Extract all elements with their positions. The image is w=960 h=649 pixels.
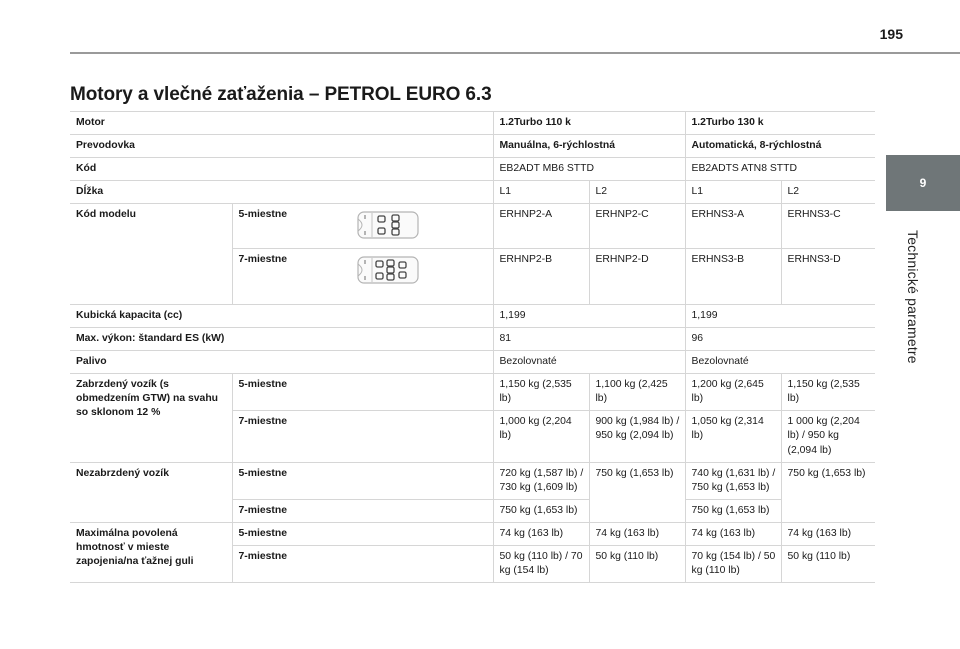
table-cell: ERHNS3-D [781, 249, 875, 305]
table-cell: Bezolovnaté [685, 351, 875, 374]
table-cell: 1 000 kg (2,204 lb) / 950 kg (2,094 lb) [781, 411, 875, 462]
seat-label: 5-miestne [232, 204, 350, 249]
table-cell: 96 [685, 328, 875, 351]
seat-label: 7-miestne [232, 249, 350, 305]
table-cell: ERHNP2-A [493, 204, 589, 249]
table-row-code [70, 158, 875, 181]
table-cell: L1 [493, 181, 589, 204]
table-row-braked-5 [70, 374, 875, 411]
table-cell: EB2ADTS ATN8 STTD [685, 158, 875, 181]
table-cell: 50 kg (110 lb) / 70 kg (154 lb) [493, 545, 589, 582]
table-row-gearbox [70, 135, 875, 158]
table-cell: 74 kg (163 lb) [589, 522, 685, 545]
table-cell: 1,100 kg (2,425 lb) [589, 374, 685, 411]
table-cell: Manuálna, 6-rýchlostná [493, 135, 685, 158]
table-cell: 74 kg (163 lb) [685, 522, 781, 545]
table-cell: ERHNS3-B [685, 249, 781, 305]
table-cell: 1,150 kg (2,535 lb) [781, 374, 875, 411]
row-label: Prevodovka [70, 135, 493, 158]
van-7-seats-icon [350, 249, 493, 305]
table-cell: 50 kg (110 lb) [589, 545, 685, 582]
van-5-seats-icon [350, 204, 493, 249]
header-rule [70, 52, 960, 54]
table-cell: 81 [493, 328, 685, 351]
table-cell: 74 kg (163 lb) [781, 522, 875, 545]
table-cell: ERHNP2-B [493, 249, 589, 305]
table-cell: 720 kg (1,587 lb) / 730 kg (1,609 lb) [493, 462, 589, 499]
chapter-number: 9 [919, 176, 927, 190]
chapter-tab[interactable] [886, 155, 960, 211]
table-row-length [70, 181, 875, 204]
row-label: Zabrzdený vozík (s obmedzením GTW) na svahu so sklonom 12 % [70, 374, 232, 462]
table-row-motor [70, 112, 875, 135]
table-row-unbraked-5 [70, 462, 875, 499]
page-number: 195 [879, 26, 903, 42]
row-label: Motor [70, 112, 493, 135]
table-row-model-5 [70, 204, 875, 249]
table-cell: L2 [589, 181, 685, 204]
row-label: Dĺžka [70, 181, 493, 204]
table-cell: 750 kg (1,653 lb) [493, 499, 589, 522]
table-cell: 1,199 [493, 305, 685, 328]
table-cell: ERHNS3-A [685, 204, 781, 249]
table-cell: 750 kg (1,653 lb) [781, 462, 875, 522]
table-cell: EB2ADT MB6 STTD [493, 158, 685, 181]
seat-label: 5-miestne [232, 374, 493, 411]
row-label: Nezabrzdený vozík [70, 462, 232, 522]
table-cell: 750 kg (1,653 lb) [685, 499, 781, 522]
row-label: Max. výkon: štandard ES (kW) [70, 328, 493, 351]
table-cell: 1,150 kg (2,535 lb) [493, 374, 589, 411]
seat-label: 7-miestne [232, 411, 493, 462]
row-label: Palivo [70, 351, 493, 374]
table-row-capacity [70, 305, 875, 328]
table-cell: 74 kg (163 lb) [493, 522, 589, 545]
table-cell: ERHNP2-C [589, 204, 685, 249]
table-cell: 740 kg (1,631 lb) / 750 kg (1,653 lb) [685, 462, 781, 499]
row-label: Kód [70, 158, 493, 181]
table-cell: L2 [781, 181, 875, 204]
table-cell: 1,050 kg (2,314 lb) [685, 411, 781, 462]
seat-label: 7-miestne [232, 499, 493, 522]
seat-label: 5-miestne [232, 462, 493, 499]
engine-spec-table [70, 111, 875, 583]
table-cell: 1,199 [685, 305, 875, 328]
table-cell: Bezolovnaté [493, 351, 685, 374]
table-row-power [70, 328, 875, 351]
row-label: Kubická kapacita (cc) [70, 305, 493, 328]
table-cell: 50 kg (110 lb) [781, 545, 875, 582]
table-row-hitch-5 [70, 522, 875, 545]
table-cell: 1.2Turbo 110 k [493, 112, 685, 135]
table-cell: Automatická, 8-rýchlostná [685, 135, 875, 158]
chapter-title: Technické parametre [905, 230, 921, 364]
page-title: Motory a vlečné zaťaženia – PETROL EURO 6.3 [70, 84, 492, 105]
table-cell: 750 kg (1,653 lb) [589, 462, 685, 522]
row-label: Maximálna povolená hmotnosť v mieste zapojenia/na ťažnej guli [70, 522, 232, 582]
table-cell: 1.2Turbo 130 k [685, 112, 875, 135]
table-cell: ERHNS3-C [781, 204, 875, 249]
table-cell: ERHNP2-D [589, 249, 685, 305]
table-cell: 900 kg (1,984 lb) / 950 kg (2,094 lb) [589, 411, 685, 462]
seat-label: 5-miestne [232, 522, 493, 545]
table-cell: 1,200 kg (2,645 lb) [685, 374, 781, 411]
table-row-fuel [70, 351, 875, 374]
table-cell: 70 kg (154 lb) / 50 kg (110 lb) [685, 545, 781, 582]
seat-label: 7-miestne [232, 545, 493, 582]
table-cell: L1 [685, 181, 781, 204]
row-label: Kód modelu [70, 204, 232, 305]
table-cell: 1,000 kg (2,204 lb) [493, 411, 589, 462]
